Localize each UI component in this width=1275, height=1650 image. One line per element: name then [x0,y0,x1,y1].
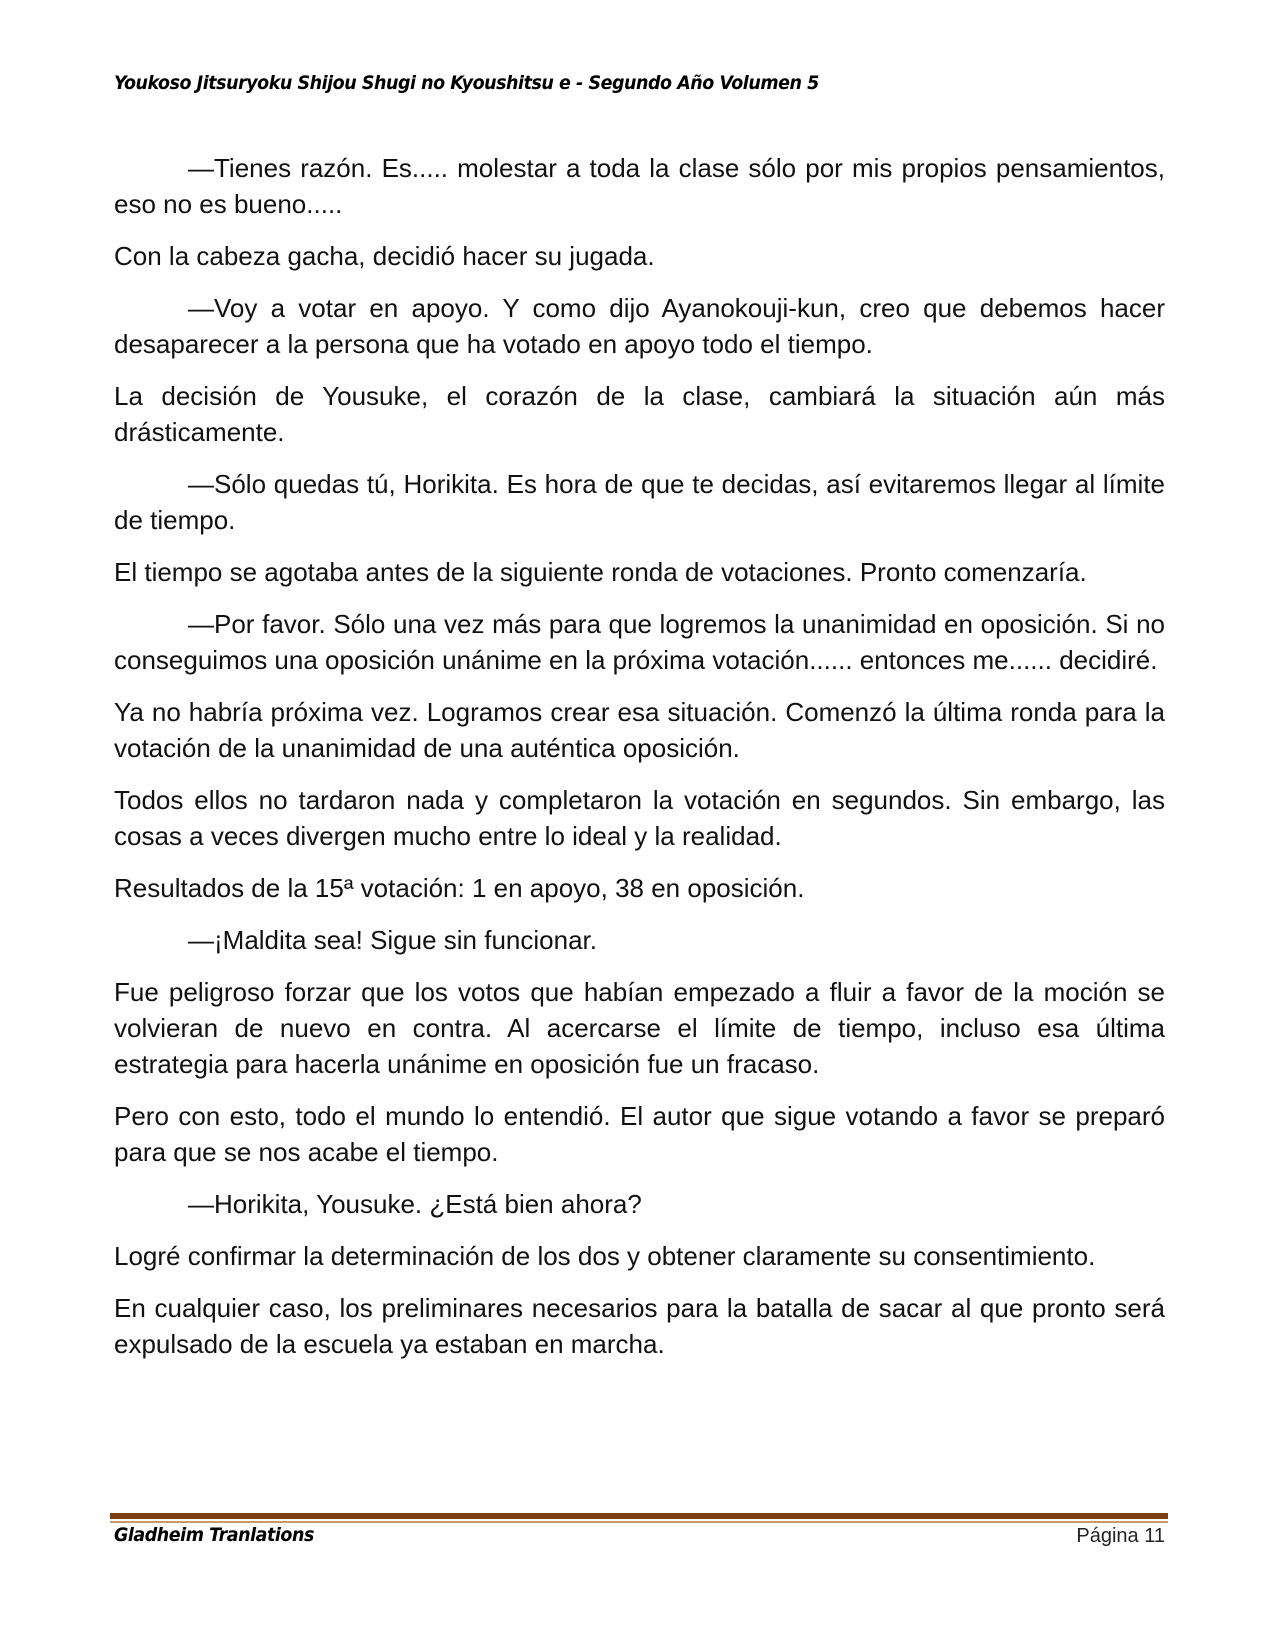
paragraph: Resultados de la 15ª votación: 1 en apoyo, 38 en oposición. [114,873,805,903]
paragraph: —Tienes razón. Es..... molestar a toda la clase sólo por mis propios pensamientos, eso no es bueno..... [114,153,1165,219]
paragraph: La decisión de Yousuke, el corazón de la clase, cambiará la situación aún más drásticamente. [114,381,1165,447]
paragraph: Ya no habría próxima vez. Logramos crear esa situación. Comenzó la última ronda para la votación de la unanimidad de una auténtica oposición. [114,697,1165,763]
paragraph: —Sólo quedas tú, Horikita. Es hora de que te decidas, así evitaremos llegar al límite de tiempo. [114,469,1165,535]
paragraph: En cualquier caso, los preliminares necesarios para la batalla de sacar al que pronto será expulsado de la escuela ya estaban en marcha. [114,1293,1165,1359]
page-number [1076,1525,1165,1548]
footer-rule-thin [110,1521,1168,1523]
paragraph: Logré confirmar la determinación de los dos y obtener claramente su consentimiento. [114,1241,1096,1271]
page-label: Página [1076,1525,1139,1547]
paragraph: Todos ellos no tardaron nada y completaron la votación en segundos. Sin embargo, las cosas a veces divergen mucho entre lo ideal y la realidad. [114,785,1165,851]
paragraph: El tiempo se agotaba antes de la siguiente ronda de votaciones. Pronto comenzaría. [114,557,1087,587]
paragraph: Pero con esto, todo el mundo lo entendió. El autor que sigue votando a favor se preparó para que se nos acabe el tiempo. [114,1101,1165,1167]
paragraph: Fue peligroso forzar que los votos que habían empezado a fluir a favor de la moción se volvieran de nuevo en contra. Al acercarse el límite de tiempo, incluso esa última estrategia para hacerla unánime en oposición fue un fracaso. [114,977,1165,1079]
paragraph: —¡Maldita sea! Sigue sin funcionar. [188,925,597,955]
footer-rule-thick [110,1513,1168,1519]
paragraph: —Horikita, Yousuke. ¿Está bien ahora? [188,1189,642,1219]
footer-credit: Gladheim Tranlations [114,1524,314,1546]
footer-rule [110,1513,1168,1523]
page-body [114,150,1165,1378]
paragraph: —Voy a votar en apoyo. Y como dijo Ayanokouji-kun, creo que debemos hacer desaparecer a la persona que ha votado en apoyo todo el tiempo. [114,293,1165,359]
paragraph: —Por favor. Sólo una vez más para que logremos la unanimidad en oposición. Si no conseguimos una oposición unánime en la próxima votación...... entonces me...... decidiré. [114,609,1165,675]
running-header: Youkoso Jitsuryoku Shijou Shugi no Kyoushitsu e - Segundo Año Volumen 5 [114,72,819,94]
page-number-value: 11 [1144,1525,1165,1547]
paragraph: Con la cabeza gacha, decidió hacer su jugada. [114,241,655,271]
